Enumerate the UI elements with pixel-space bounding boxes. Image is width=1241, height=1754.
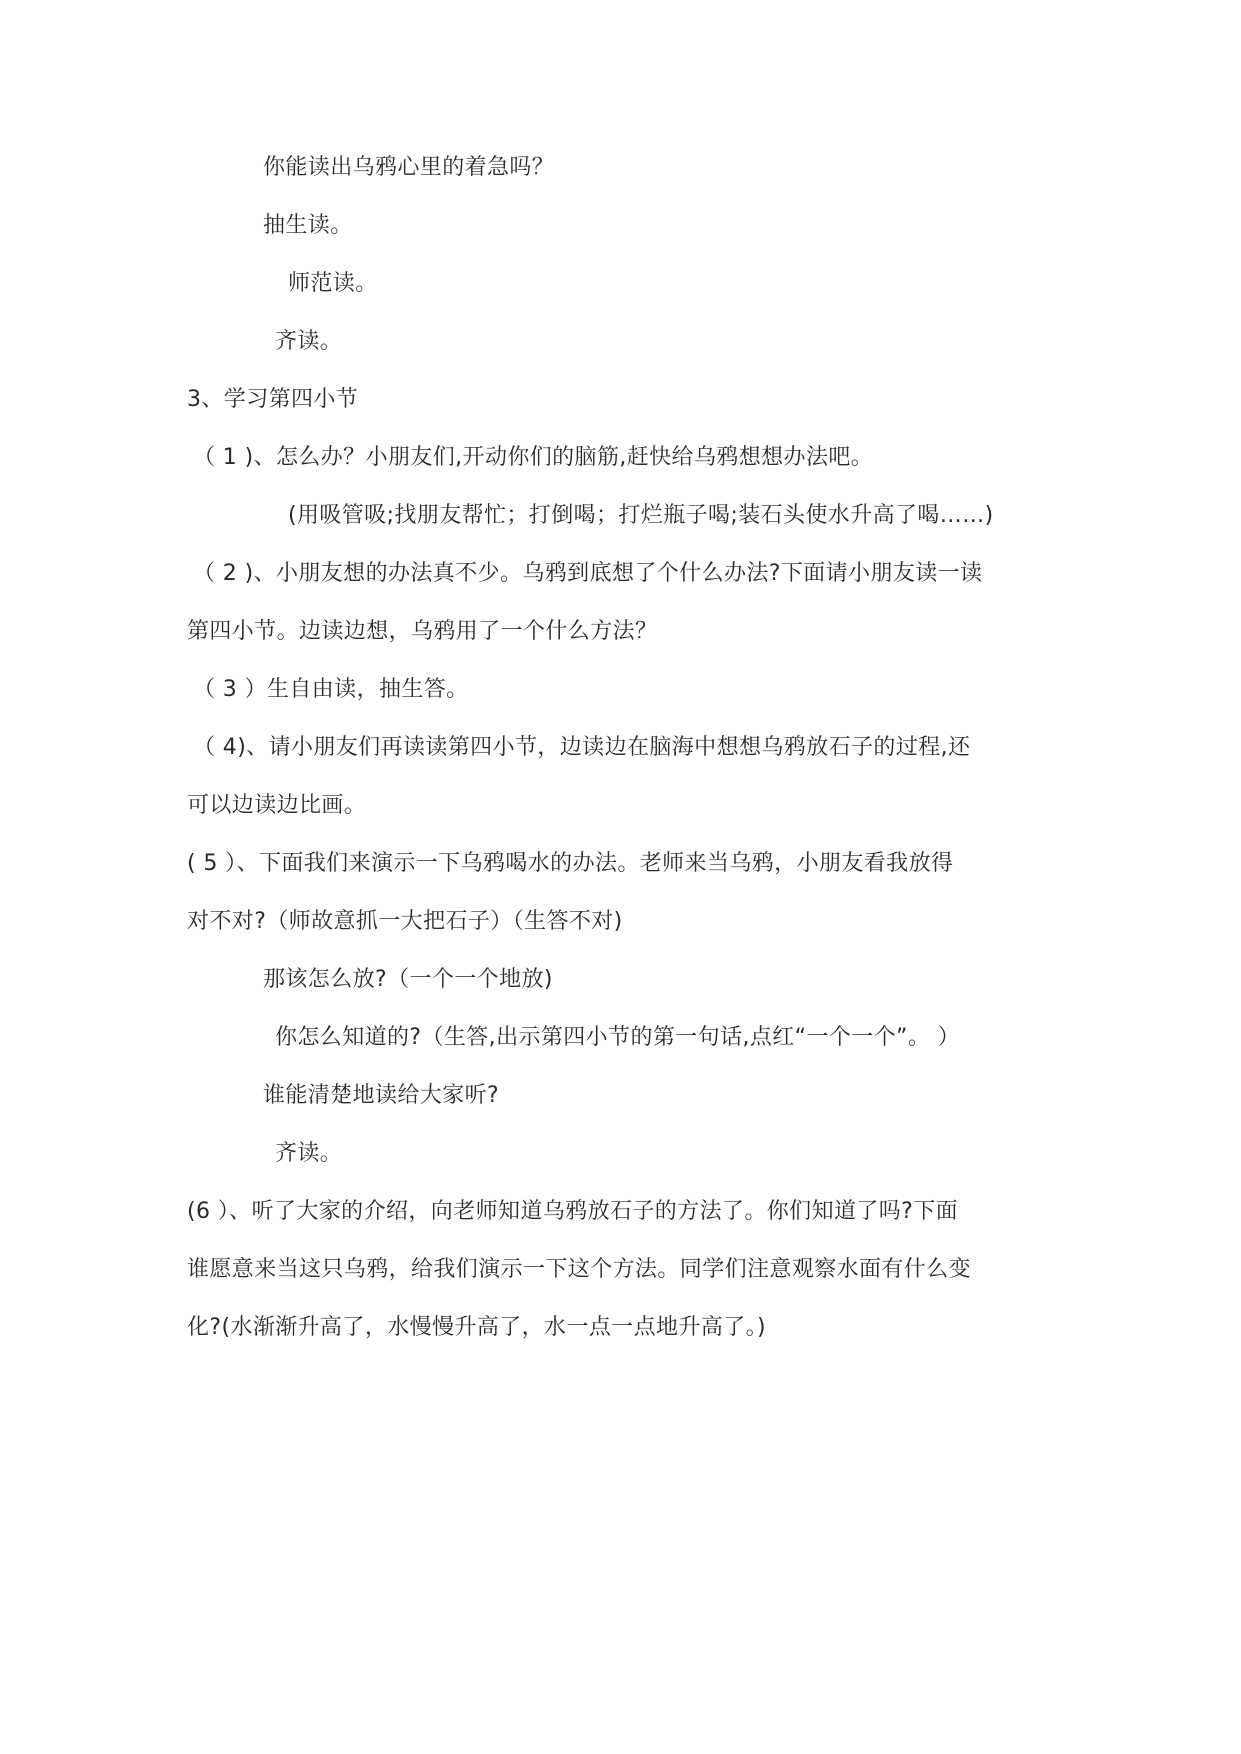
text-line: 可以边读边比画。 — [187, 793, 367, 818]
text-line: 化?(水渐渐升高了，水慢慢升高了，水一点一点地升高了。) — [187, 1315, 767, 1340]
text-line: ( 5 ）、下面我们来演示一下乌鸦喝水的办法。老师来当乌鸦，小朋友看我放得 — [187, 851, 954, 876]
text-line: （ 1 )、怎么办？小朋友们,开动你们的脑筋,赶快给乌鸦想想办法吧。 — [193, 445, 874, 470]
text-line: 那该怎么放?（一个一个地放) — [263, 967, 553, 992]
text-line: 你怎么知道的?（生答,出示第四小节的第一句话,点红“一个一个”。 ） — [275, 1025, 961, 1050]
text-line: （ 4)、请小朋友们再读读第四小节，边读边在脑海中想想乌鸦放石子的过程,还 — [193, 735, 971, 760]
text-line: 齐读。 — [275, 329, 343, 354]
text-line: 第四小节。边读边想，乌鸦用了一个什么方法？ — [187, 619, 658, 644]
text-line: (用吸管吸;找朋友帮忙；打倒喝；打烂瓶子喝;装石头使水升高了喝……) — [288, 503, 994, 528]
text-line: 你能读出乌鸦心里的着急吗？ — [263, 155, 555, 180]
text-line: 谁愿意来当这只乌鸦，给我们演示一下这个方法。同学们注意观察水面有什么变 — [187, 1257, 972, 1282]
text-line: 谁能清楚地读给大家听? — [263, 1083, 500, 1108]
text-line: （ 2 )、小朋友想的办法真不少。乌鸦到底想了个什么办法?下面请小朋友读一读 — [193, 561, 983, 586]
text-line: （ 3 ）生自由读，抽生答。 — [193, 677, 469, 702]
text-line: 对不对?（师故意抓一大把石子）（生答不对) — [187, 909, 623, 934]
text-line: 齐读。 — [275, 1141, 343, 1166]
section-heading: 3、学习第四小节 — [187, 387, 359, 412]
text-line: (6 ）、听了大家的介绍，向老师知道乌鸦放石子的方法了。你们知道了吗?下面 — [187, 1199, 959, 1224]
text-line: 师范读。 — [288, 271, 378, 296]
text-line: 抽生读。 — [263, 213, 353, 238]
